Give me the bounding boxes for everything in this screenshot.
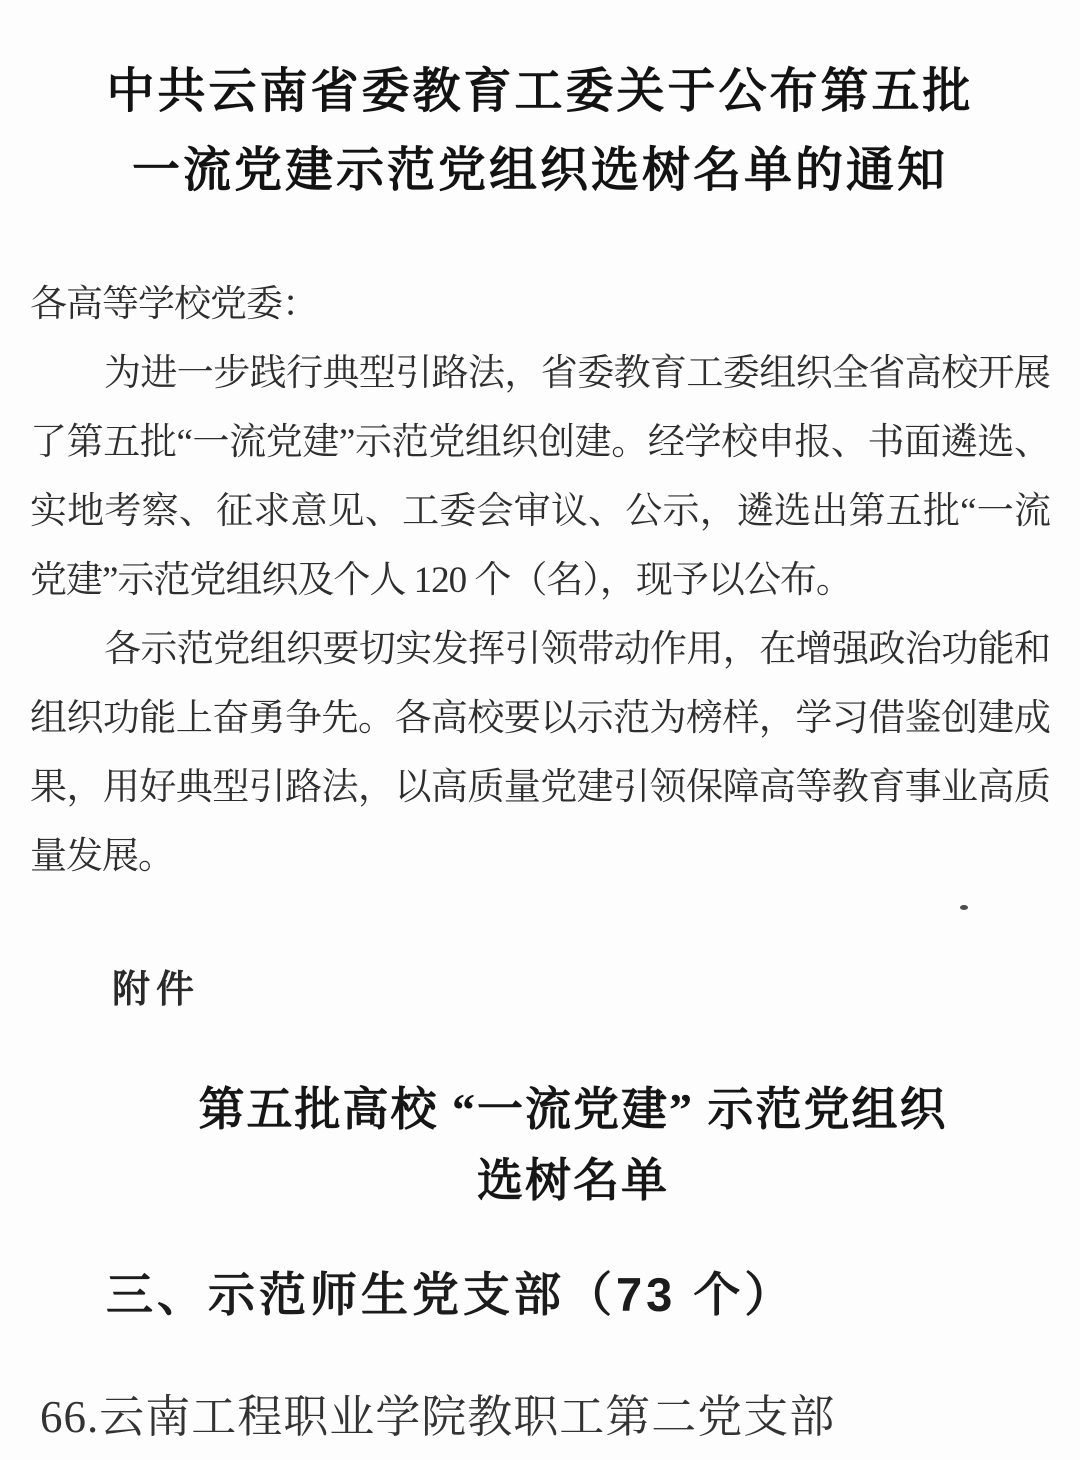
paragraph1-line: 了第五批“一流党建”示范党组织创建。经学校申报、书面遴选、 <box>30 422 1050 463</box>
paragraph1-line: 实地考察、征求意见、工委会审议、公示，遴选出第五批“一流 <box>30 491 1050 532</box>
attachment-label: 附件 <box>112 969 201 1011</box>
document-body <box>30 270 1050 891</box>
attachment-title-line-2: 选树名单 <box>477 1155 669 1206</box>
section-heading-demonstration-branches: 三、示范师生党支部（73 个） <box>106 1268 796 1321</box>
paragraph2-line: 果，用好典型引路法，以高质量党建引领保障高等教育事业高质 <box>30 767 1050 808</box>
paragraph1-line: 为进一步践行典型引路法，省委教育工委组织全省高校开展 <box>104 353 1050 394</box>
list-item-66: 66.云南工程职业学院教职工第二党支部 <box>40 1392 836 1442</box>
document-title-line-2: 一流党建示范党组织选树名单的通知 <box>131 144 948 197</box>
paragraph2-line: 量发展。 <box>30 836 174 877</box>
salutation: 各高等学校党委： <box>30 284 318 325</box>
paragraph1-line: 党建”示范党组织及个人 120 个（名），现予以公布。 <box>30 560 852 601</box>
paragraph2-line: 组织功能上奋勇争先。各高校要以示范为榜样，学习借鉴创建成 <box>30 698 1050 739</box>
document-title <box>0 52 1080 210</box>
document-title-line-1: 中共云南省委教育工委关于公布第五批 <box>106 65 974 118</box>
scan-artifact-dot <box>960 905 968 910</box>
attachment-title <box>0 1074 1080 1216</box>
paragraph2-line: 各示范党组织要切实发挥引领带动作用，在增强政治功能和 <box>104 629 1050 670</box>
attachment-title-line-1: 第五批高校 “一流党建” 示范党组织 <box>198 1084 948 1135</box>
